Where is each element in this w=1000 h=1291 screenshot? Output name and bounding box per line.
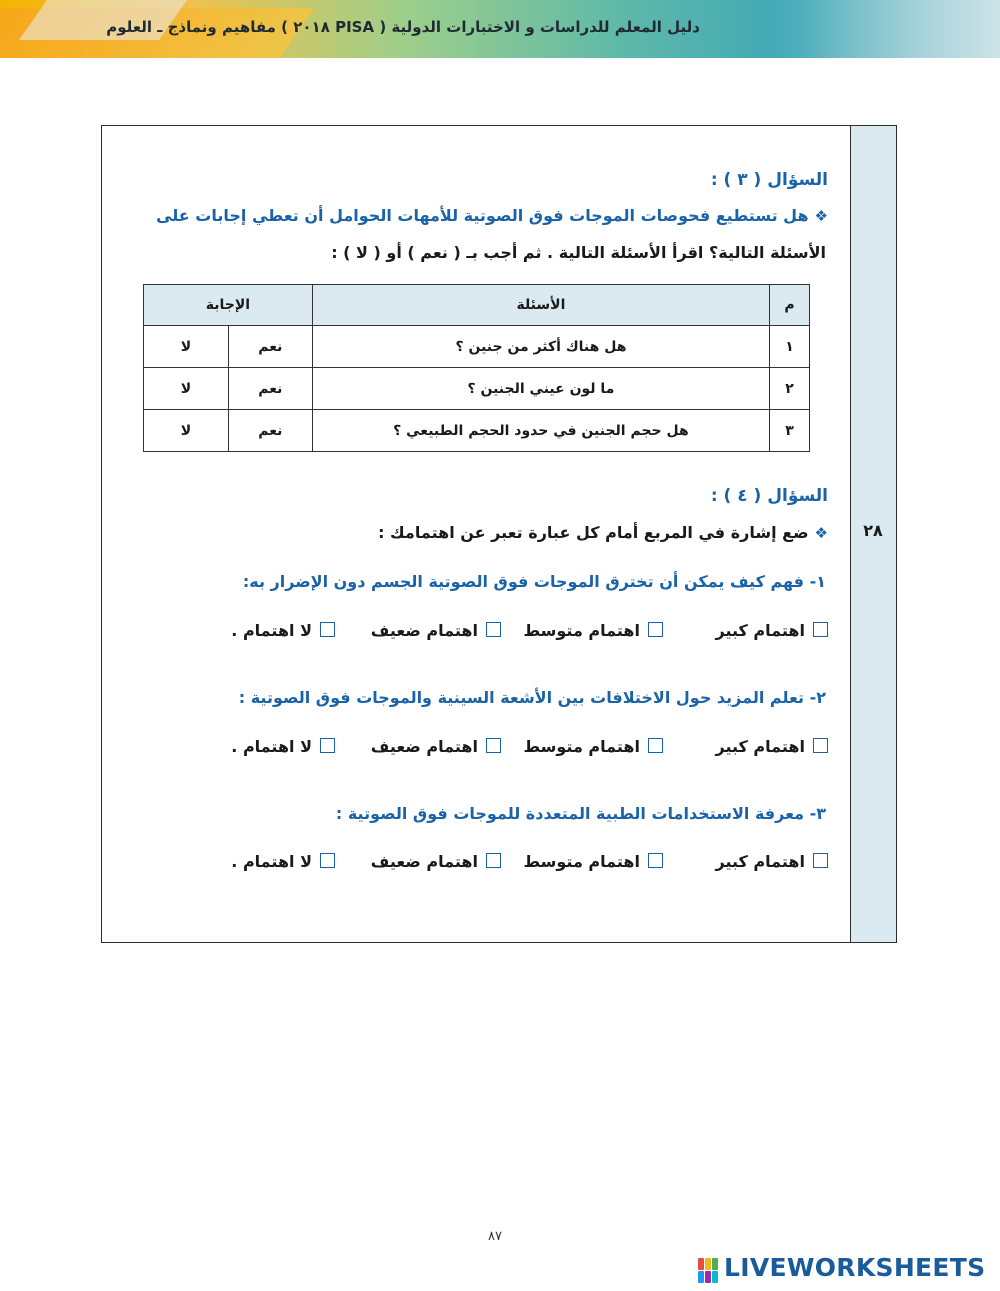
interest-item-1: ١- فهم كيف يمكن أن تخترق الموجات فوق الصوتية الجسم دون الإضرار به: [242,572,826,591]
worksheet-content [102,126,850,942]
row-num: ٣ [770,410,810,452]
checkbox[interactable] [486,622,501,637]
option-low[interactable]: اهتمام ضعيف [371,621,501,640]
checkbox[interactable] [320,738,335,753]
row-question: ما لون عيني الجنين ؟ [312,368,769,410]
table-row [144,410,810,452]
header-banner [0,0,1000,58]
header-questions: الأسئلة [312,285,769,326]
interest-item-2: ٢- تعلم المزيد حول الاختلافات بين الأشعة السينية والموجات فوق الصوتية : [238,688,826,707]
content-frame [101,125,897,943]
header-num: م [770,285,810,326]
option-medium[interactable]: اهتمام متوسط [524,737,663,756]
option-low[interactable]: اهتمام ضعيف [371,852,501,871]
checkbox[interactable] [486,853,501,868]
table-header-row [144,285,810,326]
answer-no-option[interactable]: لا [144,410,229,452]
option-none[interactable]: لا اهتمام . [231,621,335,640]
diamond-bullet-icon: ❖ [814,207,828,225]
question3-line2: الأسئلة التالية؟ اقرأ الأسئلة التالية . ثم أجب بـ ( نعم ) أو ( لا ) : [331,243,826,262]
option-high[interactable]: اهتمام كبير [716,852,828,871]
question4-instruction [378,523,828,542]
checkbox[interactable] [813,853,828,868]
option-none[interactable]: لا اهتمام . [231,852,335,871]
question3-line1 [156,206,828,225]
interest-options-1 [102,621,850,649]
side-number: ٢٨ [863,521,883,540]
option-high[interactable]: اهتمام كبير [716,737,828,756]
row-num: ١ [770,326,810,368]
option-none[interactable]: لا اهتمام . [231,737,335,756]
question4-instruction-text: ضع إشارة في المربع أمام كل عبارة تعبر عن اهتمامك : [378,523,809,542]
questions-table [143,284,810,452]
question3-text-line1: هل تستطيع فحوصات الموجات فوق الصوتية للأمهات الحوامل أن تعطي إجابات على [156,206,809,225]
interest-options-2 [102,737,850,765]
answer-yes-option[interactable]: نعم [228,410,312,452]
checkbox[interactable] [648,622,663,637]
interest-item-3: ٣- معرفة الاستخدامات الطبية المتعددة للموجات فوق الصوتية : [335,804,826,823]
row-question: هل حجم الجنين في حدود الحجم الطبيعي ؟ [312,410,769,452]
logo-blocks-icon [698,1258,724,1284]
checkbox[interactable] [320,853,335,868]
answer-no-option[interactable]: لا [144,326,229,368]
interest-options-3 [102,852,850,880]
checkbox[interactable] [320,622,335,637]
answer-no-option[interactable]: لا [144,368,229,410]
row-num: ٢ [770,368,810,410]
answer-yes-option[interactable]: نعم [228,368,312,410]
header-answer: الإجابة [144,285,313,326]
row-question: هل هناك أكثر من جنين ؟ [312,326,769,368]
option-medium[interactable]: اهتمام متوسط [524,621,663,640]
checkbox[interactable] [648,738,663,753]
table-row [144,368,810,410]
table-row [144,326,810,368]
header-title: دليل المعلم للدراسات و الاختبارات الدولية ( PISA ٢٠١٨ ) مفاهيم ونماذج ـ العلوم [106,18,700,36]
logo-text: LIVEWORKSHEETS [724,1253,986,1282]
checkbox[interactable] [486,738,501,753]
side-column [850,126,896,942]
checkbox[interactable] [813,738,828,753]
question4-title: السؤال ( ٤ ) : [710,486,828,506]
answer-yes-option[interactable]: نعم [228,326,312,368]
option-low[interactable]: اهتمام ضعيف [371,737,501,756]
checkbox[interactable] [813,622,828,637]
checkbox[interactable] [648,853,663,868]
option-medium[interactable]: اهتمام متوسط [524,852,663,871]
question3-title: السؤال ( ٣ ) : [710,170,828,190]
page-number: ٨٧ [488,1229,502,1244]
banner-decoration [770,0,1000,58]
option-high[interactable]: اهتمام كبير [716,621,828,640]
diamond-bullet-icon: ❖ [814,524,828,542]
